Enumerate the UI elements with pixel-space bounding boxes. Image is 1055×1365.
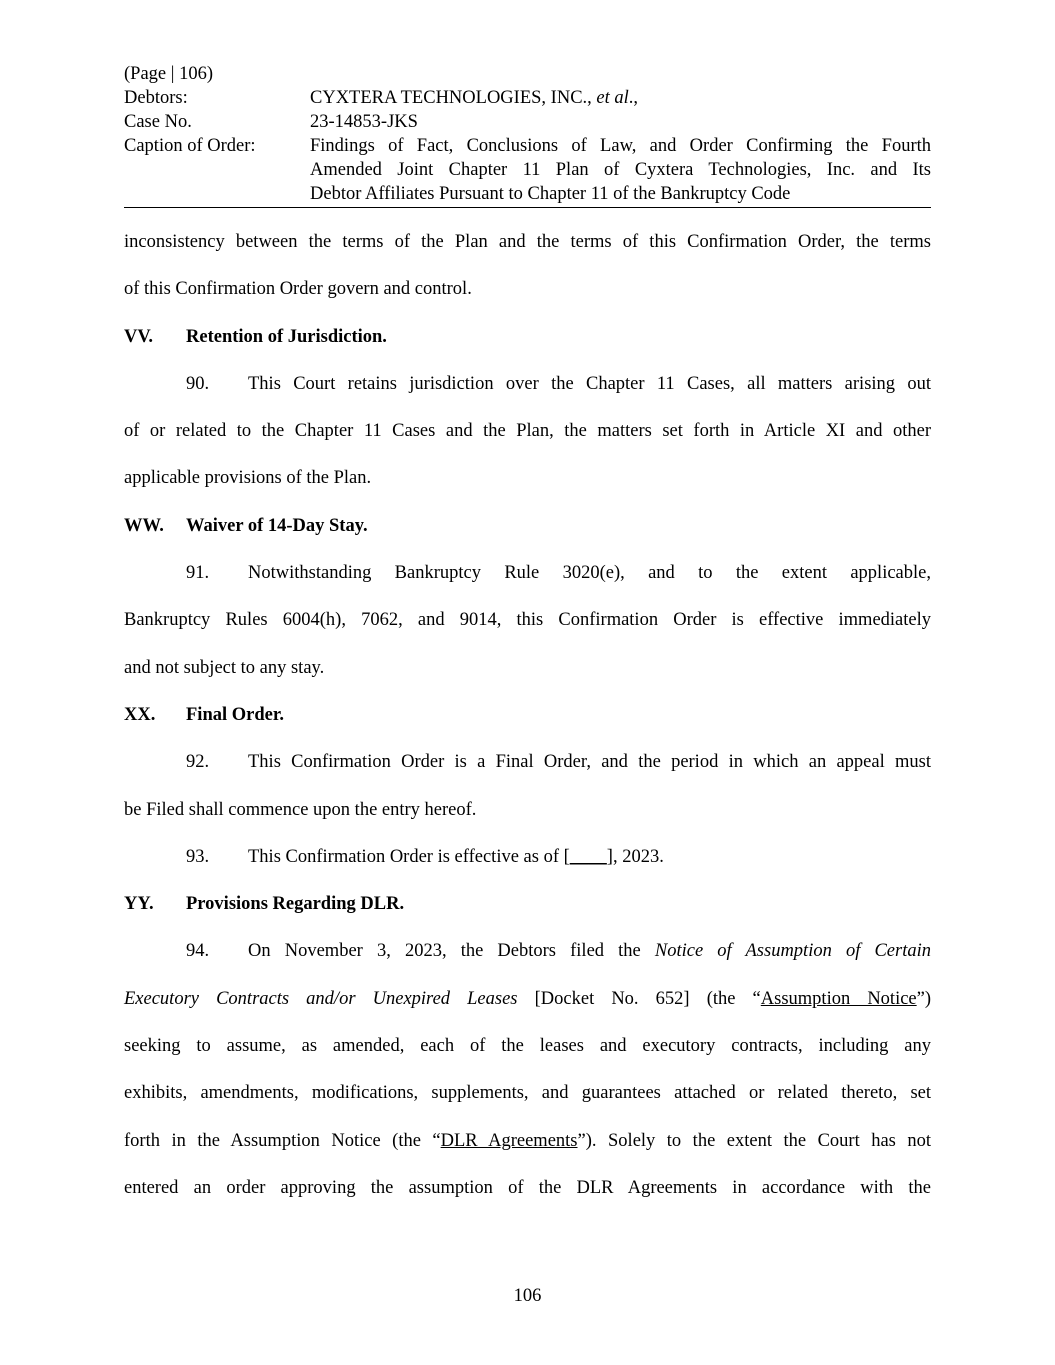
paragraph-text: ], 2023. (606, 846, 664, 867)
debtors-tail: ., (628, 88, 639, 108)
paragraph-number: 94. (186, 941, 210, 962)
section-title: Waiver of 14-Day Stay. (186, 515, 368, 536)
case-number-row (124, 110, 931, 134)
paragraph-line (124, 561, 931, 608)
debtors-value (310, 86, 931, 110)
paragraph-text: This Confirmation Order is a Final Order, and the period in which an appeal must (248, 752, 931, 773)
page-reference: (Page | 106) (124, 64, 213, 84)
defined-term-assumption-notice: Assumption Notice (760, 988, 917, 1009)
paragraph-line (124, 939, 931, 986)
section-number: VV. (124, 326, 153, 347)
document-body (124, 230, 931, 1223)
case-header (124, 62, 931, 208)
paragraph-line (124, 845, 931, 892)
debtors-row (124, 86, 931, 110)
caption-label: Caption of Order: (124, 136, 256, 156)
debtors-label: Debtors: (124, 88, 188, 108)
paragraph-line (124, 750, 931, 797)
caption-line: Findings of Fact, Conclusions of Law, and Order Confirming the Fourth (310, 136, 931, 156)
paragraph-number: 91. (186, 563, 210, 584)
paragraph-text: ”) (916, 988, 932, 1009)
notice-title: Notice of Assumption of Certain (654, 941, 932, 962)
section-title: Retention of Jurisdiction. (186, 326, 387, 347)
case-number-label: Case No. (124, 112, 192, 132)
section-number: WW. (124, 515, 164, 536)
paragraph-line (124, 987, 931, 1034)
paragraph-number: 93. (186, 846, 210, 867)
caption-value (310, 134, 931, 206)
paragraph-text: On November 3, 2023, the Debtors filed the (248, 941, 655, 962)
page-number: 106 (513, 1286, 542, 1306)
section-heading-vv (124, 325, 931, 372)
caption-line: Amended Joint Chapter 11 Plan of Cyxtera Technologies, Inc. and Its (310, 160, 931, 180)
page-reference-row (124, 62, 931, 86)
notice-title: Executory Contracts and/or Unexpired Leases (124, 988, 518, 1009)
case-number-value: 23-14853-JKS (310, 112, 418, 132)
paragraph-text: This Court retains jurisdiction over the Chapter 11 Cases, all matters arising out (248, 373, 931, 394)
section-heading-xx (124, 703, 931, 750)
caption-row (124, 134, 931, 206)
paragraph-line: exhibits, amendments, modifications, supplements, and guarantees attached or related thereto, set (124, 1083, 931, 1104)
paragraph-line: seeking to assume, as amended, each of the leases and executory contracts, including any (124, 1036, 931, 1057)
paragraph-line: be Filed shall commence upon the entry hereof. (124, 799, 477, 820)
debtors-name: CYXTERA TECHNOLOGIES, INC., (310, 88, 597, 108)
paragraph-line: of or related to the Chapter 11 Cases and the Plan, the matters set forth in Article XI and other (124, 421, 931, 442)
debtors-et-al: et al (596, 88, 629, 108)
caption-line: Debtor Affiliates Pursuant to Chapter 11 of the Bankruptcy Code (310, 184, 791, 204)
intro-line: of this Confirmation Order govern and control. (124, 279, 472, 300)
section-title: Provisions Regarding DLR. (186, 894, 405, 915)
section-number: XX. (124, 704, 156, 725)
date-blank: ____ (569, 846, 607, 867)
paragraph-number: 92. (186, 752, 210, 773)
paragraph-text: Notwithstanding Bankruptcy Rule 3020(e), and to the extent applicable, (248, 563, 931, 584)
paragraph-line: applicable provisions of the Plan. (124, 468, 372, 489)
paragraph-line: and not subject to any stay. (124, 657, 325, 678)
paragraph-line (124, 1129, 931, 1176)
paragraph-line: Bankruptcy Rules 6004(h), 7062, and 9014, this Confirmation Order is effective immediately (124, 610, 931, 631)
paragraph-text: This Confirmation Order is effective as of [ (248, 846, 570, 867)
paragraph-number: 90. (186, 373, 210, 394)
intro-line: inconsistency between the terms of the Plan and the terms of this Confirmation Order, the terms (124, 232, 931, 252)
paragraph-line: entered an order approving the assumption of the DLR Agreements in accordance with the (124, 1177, 931, 1198)
section-number: YY. (124, 894, 154, 915)
section-title: Final Order. (186, 704, 284, 725)
paragraph-text: ”). Solely to the extent the Court has not (577, 1130, 932, 1151)
defined-term-dlr-agreements: DLR Agreements (440, 1130, 578, 1151)
section-heading-ww (124, 514, 931, 561)
paragraph-line (124, 372, 931, 419)
document-page (124, 62, 931, 1223)
section-heading-yy (124, 892, 931, 939)
paragraph-text: forth in the Assumption Notice (the “ (124, 1130, 441, 1151)
paragraph-text: [Docket No. 652] (the “ (517, 988, 761, 1009)
